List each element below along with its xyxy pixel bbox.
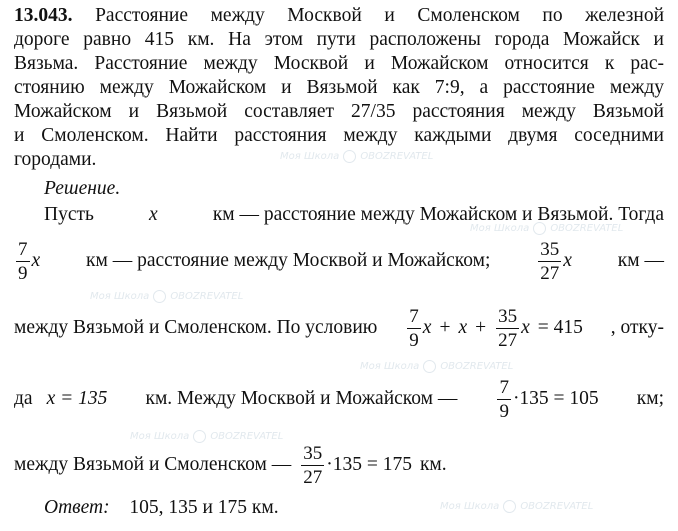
watermark-school: Моя Школа OBOZREVATEL <box>360 361 514 372</box>
solution-line-3 <box>14 302 664 354</box>
watermark-school: Моя Школа OBOZREVATEL <box>130 431 284 442</box>
watermark-school: Моя Школа OBOZREVATEL <box>470 223 624 234</box>
fraction-35-27: $\frac{35}{27}$ <box>540 238 560 284</box>
answer-label: Ответ: <box>44 497 110 518</box>
solution-line-2 <box>14 236 664 286</box>
fraction-7-9: $\frac{7}{9}$ <box>18 238 28 284</box>
sol3-b: , отку- <box>610 317 664 338</box>
fraction-35-27: $\frac{35}{27}$ <box>498 305 518 351</box>
problem-line-5: Можайском и Вязьмой составляет 27/35 расстояния между Вязьмой <box>14 101 664 122</box>
sol5-calc: ·135 = 175 <box>326 454 412 475</box>
watermark-school: Моя Школа OBOZREVATEL <box>90 291 244 302</box>
solution-heading: Решение. <box>44 178 121 199</box>
solution-line-5 <box>14 440 664 490</box>
watermark-school: Моя Школа OBOZREVATEL <box>280 151 434 162</box>
sol4-b: км. Между Москвой и Можайском — <box>145 388 458 409</box>
fraction-7-9: $\frac{7}{9}$ <box>499 376 509 422</box>
sol4-calc: ·135 = 105 <box>512 388 599 409</box>
sol2-b: км — <box>617 250 664 271</box>
sol5-b: км. <box>419 454 447 475</box>
fraction-35-27: $\frac{35}{27}$ <box>303 442 323 488</box>
answer-text: 105, 135 и 175 км. <box>129 497 279 518</box>
watermark-circle-icon <box>423 360 436 373</box>
sol4-c: км; <box>636 388 664 409</box>
sol1-b: км — расстояние между Можайском и Вязьмой. Тогда <box>212 204 664 225</box>
problem-number: 13.043. <box>14 5 73 26</box>
fraction-7-9: $\frac{7}{9}$ <box>409 305 419 351</box>
problem-line-6: и Смоленском. Найти расстояния между каждыми двумя соседними <box>14 125 664 146</box>
problem-line-2: дороге равно 415 км. На этом пути расположены города Можайск и <box>14 29 664 50</box>
watermark-school: Моя Школа OBOZREVATEL <box>440 501 594 512</box>
sol2-a: км — расстояние между Москвой и Можайском; <box>86 250 491 271</box>
answer-line <box>44 496 664 520</box>
sol4-a: да <box>14 388 33 409</box>
sol4-eq: x = 135 <box>46 388 108 409</box>
sol3-a: между Вязьмой и Смоленском. По условию <box>14 317 378 338</box>
sol1-x: x <box>149 204 158 225</box>
solution-line-4 <box>14 374 664 424</box>
sol1-a: Пусть <box>44 204 94 225</box>
problem-line-1 <box>14 4 664 28</box>
solution-line-1 <box>44 202 664 228</box>
sol5-a: между Вязьмой и Смоленском — <box>14 454 292 475</box>
problem-line-7: городами. <box>14 149 97 170</box>
problem-text-1: Расстояние между Москвой и Смоленском по железной <box>95 5 665 26</box>
sol2-x2: x <box>563 250 572 271</box>
problem-line-3: Вязьма. Расстояние между Москвой и Можайском относится к рас- <box>14 53 664 74</box>
sol2-x1: x <box>31 250 41 271</box>
problem-line-4: стоянию между Можайском и Вязьмой как 7:9, а расстояние между <box>14 77 664 98</box>
equation: $\frac{7}{9}$ x + x + $\frac{35}{27}$ x = 415 <box>409 305 583 351</box>
